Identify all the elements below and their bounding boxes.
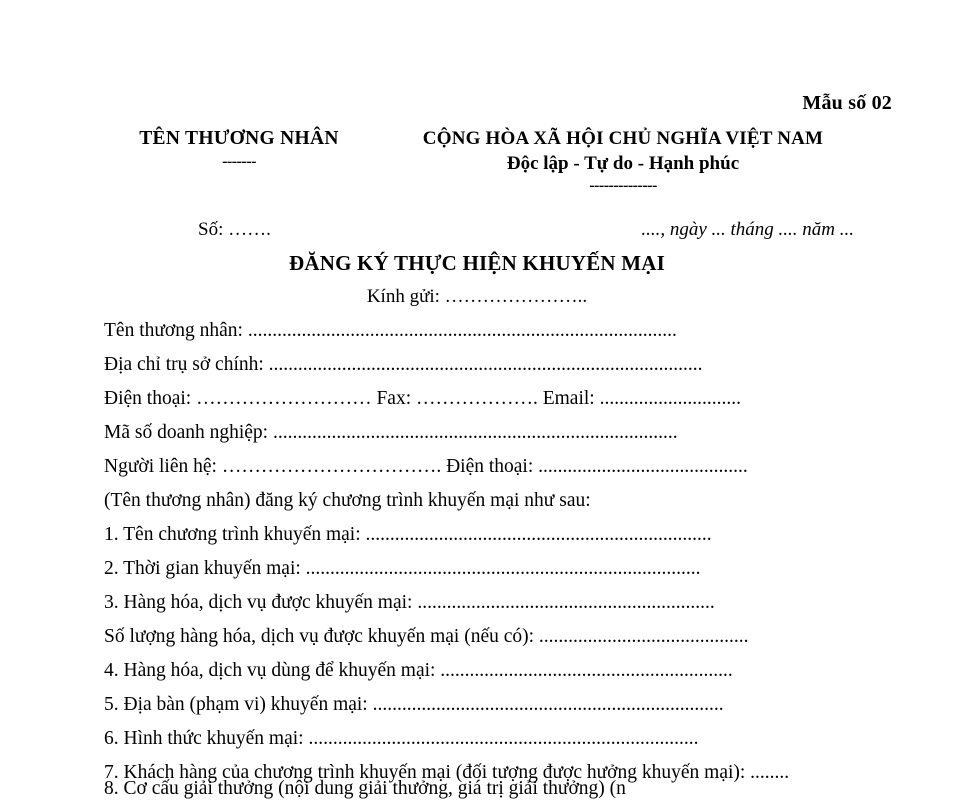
form-line: 2. Thời gian khuyến mại: .................................................................................	[104, 558, 701, 579]
form-line: 4. Hàng hóa, dịch vụ dùng để khuyến mại: ............................................................	[104, 660, 733, 681]
form-line: Tên thương nhân: ........................................................................................	[104, 320, 677, 341]
merchant-name-label: TÊN THƯƠNG NHÂN	[139, 128, 339, 149]
header-right-block	[390, 128, 856, 196]
document-title: ĐĂNG KÝ THỰC HIỆN KHUYẾN MẠI	[288, 251, 666, 275]
form-line: 6. Hình thức khuyến mại: ................................................................................	[104, 728, 699, 749]
document-date-field: ...., ngày ... tháng .... năm ...	[641, 219, 854, 240]
form-body	[104, 314, 904, 799]
header-left-block	[108, 128, 370, 172]
form-line: 7. Khách hàng của chương trình khuyến mại (đối tượng được hưởng khuyến mại): ........	[104, 762, 790, 783]
form-line: Điện thoại: ……………………… Fax: ………………. Email: .............................	[104, 388, 741, 409]
national-heading: CỘNG HÒA XÃ HỘI CHỦ NGHĨA VIỆT NAM	[422, 128, 824, 149]
merchant-name-divider: -------	[222, 153, 256, 170]
form-line: 3. Hàng hóa, dịch vụ được khuyến mại: .............................................................	[104, 592, 715, 613]
form-line: Địa chỉ trụ sở chính: .........................................................................................	[104, 354, 703, 375]
national-motto: Độc lập - Tự do - Hạnh phúc	[506, 153, 740, 174]
document-number-field: Số: …….	[198, 219, 271, 240]
form-line: Người liên hệ: ……………………………. Điện thoại: ...........................................	[104, 456, 748, 477]
form-line-clipped: 8. Cơ cấu giải thưởng (nội dung giải thưởng, giá trị giải thưởng) (n	[104, 778, 626, 799]
form-line: Mã số doanh nghiệp: ...................................................................................	[104, 422, 678, 443]
form-line: Số lượng hàng hóa, dịch vụ được khuyến mại (nếu có): ...........................................	[104, 626, 749, 647]
form-line: (Tên thương nhân) đăng ký chương trình khuyến mại như sau:	[104, 490, 591, 511]
national-motto-divider: --------------	[589, 177, 657, 194]
form-number-label: Mẫu số 02	[802, 92, 892, 114]
document-header	[0, 128, 954, 198]
addressee-field: Kính gửi: …………………..	[366, 286, 588, 307]
form-line: 1. Tên chương trình khuyến mại: .......................................................................	[104, 524, 712, 545]
reference-row	[0, 219, 954, 247]
form-line: 5. Địa bàn (phạm vi) khuyến mại: ........................................................................	[104, 694, 724, 715]
